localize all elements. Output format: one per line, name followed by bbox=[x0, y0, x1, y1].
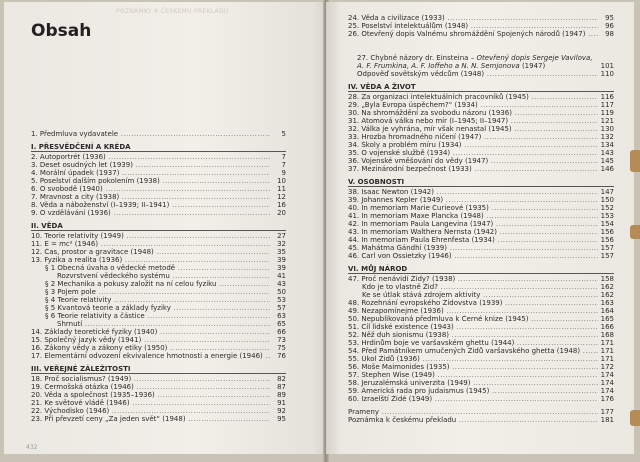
toc-entry-title: 15. Společný jazyk vědy (1941) ..... bbox=[31, 336, 270, 344]
toc-entry-title: 10. Teorie relativity (1949) ..... bbox=[31, 232, 270, 240]
toc-entry-title: § 6 Teorie relativity a částice ..... bbox=[31, 312, 270, 320]
toc-entry bbox=[31, 232, 286, 240]
toc-entry bbox=[31, 256, 286, 264]
toc-entry-page: 153 bbox=[600, 212, 614, 220]
toc-entry-title: 30. Na shromáždění za svobodu názoru (1936) ..... bbox=[348, 109, 598, 117]
toc-entry-title: 27. Chybné názory dr. Einsteina – Otevřený dopis Sergeje Vavilova, A. F. Frumkina, A. F. Ioffeho a N. N. Semjonova (1947) bbox=[357, 54, 593, 70]
toc-entry-page: 91 bbox=[277, 399, 286, 407]
toc-entry-page: 152 bbox=[600, 204, 614, 212]
toc-entry-title: Shrnutí ..... bbox=[31, 320, 270, 328]
toc-entry bbox=[31, 185, 286, 193]
toc-entry-page: 130 bbox=[600, 125, 614, 133]
toc-entry-title: 37. Mezinárodní bezpečnost (1933) ..... bbox=[348, 165, 598, 173]
toc-entry-title: 3. Deset osudných let (1939) ..... bbox=[31, 161, 270, 169]
toc-entry bbox=[31, 399, 286, 407]
toc-entry-page: 7 bbox=[281, 161, 286, 169]
toc-entry-page: 143 bbox=[600, 149, 614, 157]
toc-entry-title: 26. Otevřený dopis Valnému shromáždění Spojených národů (1947) ..... bbox=[348, 30, 598, 38]
toc-entry-page: 98 bbox=[605, 30, 614, 38]
toc-entry-title: Rozvrstvení vědeckého systému ..... bbox=[31, 272, 270, 280]
toc-entry-title: § 3 Pojem pole ..... bbox=[31, 288, 270, 296]
show-through-header: POZNÁMKY K ČESKÉMU PŘEKLADU bbox=[116, 8, 229, 15]
toc-entry-page: 9 bbox=[281, 169, 286, 177]
toc-entry-page: 181 bbox=[600, 416, 614, 424]
toc-entry-title: 12. Čas, prostor a gravitace (1948) ..... bbox=[31, 248, 270, 256]
toc-entry-page: 16 bbox=[277, 201, 286, 209]
toc-entry bbox=[348, 101, 614, 109]
toc-entry-page: 172 bbox=[600, 363, 614, 371]
page-tab-marker bbox=[630, 150, 640, 172]
toc-entry bbox=[348, 228, 614, 236]
toc-entry-title: 8. Věda a náboženství (I–1939; II–1941) ..... bbox=[31, 201, 270, 209]
toc-entry bbox=[348, 196, 614, 204]
toc-entry-page: 154 bbox=[600, 220, 614, 228]
page-tab-marker bbox=[630, 225, 640, 239]
toc-entry bbox=[31, 375, 286, 383]
toc-entry-page: 174 bbox=[600, 387, 614, 395]
toc-left bbox=[31, 130, 286, 423]
toc-entry-page: 10 bbox=[277, 177, 286, 185]
page-number: 432 bbox=[26, 444, 38, 451]
toc-right bbox=[348, 14, 614, 424]
page-tab-marker bbox=[630, 410, 640, 426]
toc-section-heading: IV. VĚDA A ŽIVOT bbox=[348, 82, 614, 92]
toc-entry-page: 174 bbox=[600, 371, 614, 379]
toc-entry-title: 31. Atomová válka nebo mír (I–1945; II–1947) ..... bbox=[348, 117, 598, 125]
toc-entry-title: 35. O vojenské službě (1934) ..... bbox=[348, 149, 598, 157]
toc-entry-title: 1. Předmluva vydavatele ..... bbox=[31, 130, 270, 138]
toc-entry-title: 51. Cíl lidské existence (1943) ..... bbox=[348, 323, 598, 331]
toc-entry-page: 95 bbox=[277, 415, 286, 423]
toc-entry bbox=[348, 70, 614, 78]
toc-entry bbox=[348, 315, 614, 323]
toc-entry bbox=[31, 344, 286, 352]
toc-entry-title: 45. Mahátma Gándhí (1939) ..... bbox=[348, 244, 598, 252]
toc-entry-page: 5 bbox=[281, 130, 286, 138]
toc-entry-page: 53 bbox=[277, 296, 286, 304]
toc-entry-title: 52. Něž duh sionismu (1938) ..... bbox=[348, 331, 598, 339]
toc-entry-title: 17. Elementární odvození ekvivalence hmotnosti a energie (1946) ..... bbox=[31, 352, 270, 360]
toc-entry-title: 23. Při převzetí ceny „Za jeden svět“ (1948) ..... bbox=[31, 415, 270, 423]
toc-entry bbox=[348, 416, 614, 424]
toc-entry-page: 87 bbox=[277, 383, 286, 391]
toc-entry-page: 95 bbox=[605, 14, 614, 22]
toc-entry-page: 41 bbox=[277, 272, 286, 280]
toc-entry-page: 156 bbox=[600, 236, 614, 244]
toc-entry bbox=[348, 165, 614, 173]
toc-entry-title: 13. Fyzika a realita (1936) ..... bbox=[31, 256, 270, 264]
toc-entry bbox=[31, 280, 286, 288]
toc-entry bbox=[31, 130, 286, 138]
toc-entry-title: 48. Rozehnání evropského Židovstva (1939) ..... bbox=[348, 299, 598, 307]
toc-entry-page: 147 bbox=[600, 188, 614, 196]
toc-entry-page: 171 bbox=[600, 339, 614, 347]
toc-entry bbox=[348, 339, 614, 347]
toc-entry bbox=[31, 312, 286, 320]
toc-entry-page: 121 bbox=[600, 117, 614, 125]
toc-entry-title: 56. Moše Maimonides (1935) ..... bbox=[348, 363, 598, 371]
toc-entry-title: 34. Školy a problém míru (1934) ..... bbox=[348, 141, 598, 149]
toc-entry-page: 145 bbox=[600, 157, 614, 165]
toc-section-heading: V. OSOBNOSTI bbox=[348, 177, 614, 187]
toc-entry-title: 33. Hrozba hromadného ničení (1947) ..... bbox=[348, 133, 598, 141]
toc-entry-title: 32. Válka je vyhrána, mír však nenastal (1945) ..... bbox=[348, 125, 598, 133]
toc-entry-title: 60. Izraelští Židé (1949) ..... bbox=[348, 395, 598, 403]
toc-entry-title: 36. Vojenské vměšování do vědy (1947) ..... bbox=[348, 157, 598, 165]
toc-entry bbox=[31, 209, 286, 217]
toc-entry-title: 24. Věda a civilizace (1933) ..... bbox=[348, 14, 598, 22]
toc-entry bbox=[31, 153, 286, 161]
toc-entry-title: 25. Poselství intelektuálům (1948) ..... bbox=[348, 22, 598, 30]
toc-entry-title: 49. Nezapomínejme (1936) ..... bbox=[348, 307, 598, 315]
toc-entry bbox=[348, 157, 614, 165]
toc-entry-page: 150 bbox=[600, 196, 614, 204]
toc-entry bbox=[348, 30, 614, 38]
toc-section-heading: II. VĚDA bbox=[31, 221, 286, 231]
toc-entry-page: 66 bbox=[277, 328, 286, 336]
toc-entry bbox=[348, 125, 614, 133]
toc-entry-title: 40. In memoriam Marie Curieové (1935) ..... bbox=[348, 204, 598, 212]
toc-entry-page: 132 bbox=[600, 133, 614, 141]
toc-entry-title: 43. In memoriam Walthera Nernsta (1942) ..... bbox=[348, 228, 598, 236]
page-title: Obsah bbox=[31, 21, 92, 41]
toc-entry-page: 39 bbox=[277, 256, 286, 264]
toc-entry-page: 63 bbox=[277, 312, 286, 320]
left-page bbox=[4, 2, 326, 454]
toc-entry-page: 110 bbox=[600, 70, 614, 78]
toc-section-heading: III. VEŘEJNÉ ZÁLEŽITOSTI bbox=[31, 364, 286, 374]
toc-entry-title: 9. O vzdělávání (1936) ..... bbox=[31, 209, 270, 217]
toc-entry-page: 96 bbox=[605, 22, 614, 30]
toc-entry-title: Kdo je to vlastně Žid? ..... bbox=[348, 283, 598, 291]
toc-entry-title: 44. In memoriam Paula Ehrenfesta (1934) ..... bbox=[348, 236, 598, 244]
toc-entry bbox=[31, 296, 286, 304]
toc-entry-page: 117 bbox=[600, 101, 614, 109]
toc-entry-page: 50 bbox=[277, 288, 286, 296]
toc-entry-page: 82 bbox=[277, 375, 286, 383]
toc-entry-title: 19. Čermošská otázka (1946) ..... bbox=[31, 383, 270, 391]
toc-entry-title: Prameny ..... bbox=[348, 408, 598, 416]
toc-entry bbox=[31, 391, 286, 399]
toc-entry-title: § 1 Obecná úvaha o vědecké metodě ..... bbox=[31, 264, 270, 272]
toc-entry-title: 14. Základy teoretické fyziky (1940) ..... bbox=[31, 328, 270, 336]
toc-entry bbox=[31, 407, 286, 415]
toc-entry-page: 76 bbox=[277, 352, 286, 360]
toc-entry bbox=[348, 93, 614, 101]
toc-entry bbox=[348, 149, 614, 157]
toc-entry-page: 20 bbox=[277, 209, 286, 217]
toc-entry-page: 35 bbox=[277, 248, 286, 256]
toc-entry-page: 164 bbox=[600, 307, 614, 315]
toc-entry bbox=[348, 363, 614, 371]
toc-entry bbox=[348, 307, 614, 315]
toc-entry-page: 158 bbox=[600, 275, 614, 283]
toc-entry bbox=[348, 331, 614, 339]
toc-entry-title: 39. Johannes Kepler (1949) ..... bbox=[348, 196, 598, 204]
toc-entry-title: 50. Nepublikovaná předmluva k Černé knize (1945) ..... bbox=[348, 315, 598, 323]
toc-entry-page: 65 bbox=[277, 320, 286, 328]
toc-entry bbox=[31, 169, 286, 177]
toc-entry-page: 89 bbox=[277, 391, 286, 399]
toc-entry-title: 38. Isaac Newton (1942) ..... bbox=[348, 188, 598, 196]
toc-entry-title: 46. Carl von Ossietzky (1946) ..... bbox=[348, 252, 598, 260]
toc-entry bbox=[31, 415, 286, 423]
toc-entry-title: Poznámka k českému překladu ..... bbox=[348, 416, 598, 424]
toc-entry bbox=[348, 299, 614, 307]
toc-entry bbox=[348, 141, 614, 149]
toc-entry-title: 18. Proč socialismus? (1949) ..... bbox=[31, 375, 270, 383]
toc-entry-page: 166 bbox=[600, 323, 614, 331]
toc-entry-title: 16. Zákony vědy a zákony etiky (1950) ..... bbox=[31, 344, 270, 352]
toc-entry-title: 5. Poselství dalším pokolením (1938) ..... bbox=[31, 177, 270, 185]
toc-entry-page: 157 bbox=[600, 252, 614, 260]
toc-entry-page: 43 bbox=[277, 280, 286, 288]
toc-entry bbox=[348, 14, 614, 22]
toc-entry bbox=[348, 188, 614, 196]
toc-entry-page: 162 bbox=[600, 291, 614, 299]
toc-entry bbox=[348, 117, 614, 125]
toc-entry-title: § 5 Kvantová teorie a základy fyziky ..... bbox=[31, 304, 270, 312]
toc-entry bbox=[348, 275, 614, 283]
toc-entry bbox=[31, 240, 286, 248]
toc-entry-page: 27 bbox=[277, 232, 286, 240]
toc-entry bbox=[31, 272, 286, 280]
toc-entry bbox=[348, 387, 614, 395]
toc-entry-title: 6. O svobodě (1940) ..... bbox=[31, 185, 270, 193]
toc-entry-page: 171 bbox=[600, 347, 614, 355]
toc-entry-page: 101 bbox=[600, 62, 614, 70]
toc-entry-title: 28. Za organizaci intelektuálních pracovníků (1945) ..... bbox=[348, 93, 598, 101]
right-page bbox=[326, 2, 634, 454]
toc-entry bbox=[348, 395, 614, 403]
toc-entry-page: 11 bbox=[277, 185, 286, 193]
toc-entry-page: 146 bbox=[600, 165, 614, 173]
toc-entry-page: 116 bbox=[600, 93, 614, 101]
toc-entry-title: 29. „Byla Evropa úspěchem?“ (1934) ..... bbox=[348, 101, 598, 109]
toc-entry-title: 47. Proč nenávidí Židy? (1938) ..... bbox=[348, 275, 598, 283]
toc-entry-page: 134 bbox=[600, 141, 614, 149]
toc-entry-page: 171 bbox=[600, 355, 614, 363]
toc-entry-page: 12 bbox=[277, 193, 286, 201]
toc-entry-page: 92 bbox=[277, 407, 286, 415]
toc-entry-title: 2. Autoportrét (1936) ..... bbox=[31, 153, 270, 161]
toc-entry-title: 59. Americká rada pro judaismus (1945) ..... bbox=[348, 387, 598, 395]
toc-entry-title: § 2 Mechanika a pokusy založit na ní celou fyziku ..... bbox=[31, 280, 270, 288]
toc-entry-page: 39 bbox=[277, 264, 286, 272]
toc-entry bbox=[348, 371, 614, 379]
toc-entry bbox=[348, 204, 614, 212]
toc-entry-page: 57 bbox=[277, 304, 286, 312]
toc-entry bbox=[348, 379, 614, 387]
toc-section-heading: I. PŘESVĚDČENÍ A KRÉDA bbox=[31, 142, 286, 152]
toc-entry-title: 53. Hrdinům boje ve varšavském ghettu (1944) ..... bbox=[348, 339, 598, 347]
toc-entry bbox=[348, 252, 614, 260]
toc-entry bbox=[348, 212, 614, 220]
toc-entry-title: 41. In memoriam Maxe Plancka (1948) ..... bbox=[348, 212, 598, 220]
toc-entry bbox=[348, 291, 614, 299]
toc-entry bbox=[31, 248, 286, 256]
toc-entry bbox=[348, 347, 614, 355]
toc-entry bbox=[348, 323, 614, 331]
toc-entry-title: 21. Ke světové vládě (1946) ..... bbox=[31, 399, 270, 407]
toc-entry-title: 57. Stephen Wise (1949) ..... bbox=[348, 371, 598, 379]
toc-entry-title: 55. Úkol Židů (1936) ..... bbox=[348, 355, 598, 363]
toc-entry bbox=[31, 193, 286, 201]
toc-entry-title: 7. Mravnost a city (1938) ..... bbox=[31, 193, 270, 201]
toc-entry bbox=[31, 177, 286, 185]
toc-entry-page: 176 bbox=[600, 395, 614, 403]
toc-entry-title: 20. Věda a společnost (1935–1936) ..... bbox=[31, 391, 270, 399]
toc-entry bbox=[348, 236, 614, 244]
toc-entry-title: 22. Východisko (1946) ..... bbox=[31, 407, 270, 415]
toc-entry-page: 75 bbox=[277, 344, 286, 352]
toc-entry-title: § 4 Teorie relativity ..... bbox=[31, 296, 270, 304]
toc-entry-title: 54. Před Památníkem umučených Židů varšavského ghetta (1948) ..... bbox=[348, 347, 598, 355]
toc-entry-title: 42. In memoriam Paula Langevina (1947) ..... bbox=[348, 220, 598, 228]
toc-entry-title: 11. E = mc² (1946) ..... bbox=[31, 240, 270, 248]
toc-entry bbox=[31, 201, 286, 209]
toc-entry bbox=[348, 22, 614, 30]
toc-entry bbox=[348, 408, 614, 416]
toc-entry bbox=[348, 38, 614, 70]
toc-entry bbox=[31, 264, 286, 272]
toc-entry-page: 168 bbox=[600, 331, 614, 339]
toc-entry bbox=[31, 352, 286, 360]
toc-entry-page: 73 bbox=[277, 336, 286, 344]
toc-entry bbox=[31, 320, 286, 328]
toc-entry-page: 163 bbox=[600, 299, 614, 307]
toc-entry bbox=[348, 355, 614, 363]
toc-entry-page: 157 bbox=[600, 244, 614, 252]
toc-entry-page: 174 bbox=[600, 379, 614, 387]
toc-entry bbox=[31, 328, 286, 336]
toc-entry-page: 119 bbox=[600, 109, 614, 117]
toc-entry-page: 32 bbox=[277, 240, 286, 248]
toc-entry bbox=[31, 383, 286, 391]
toc-entry-page: 156 bbox=[600, 228, 614, 236]
toc-entry-page: 165 bbox=[600, 315, 614, 323]
toc-entry bbox=[348, 109, 614, 117]
toc-entry bbox=[348, 244, 614, 252]
toc-entry-title: 58. Jeruzalémská univerzita (1949) ..... bbox=[348, 379, 598, 387]
toc-entry-title: 4. Morální úpadek (1937) ..... bbox=[31, 169, 270, 177]
toc-entry bbox=[31, 288, 286, 296]
toc-entry bbox=[348, 220, 614, 228]
toc-entry-title: Ke se útlak stává zdrojem aktivity ..... bbox=[348, 291, 598, 299]
toc-entry-title: Odpověď sovětským vědcům (1948) ..... bbox=[348, 70, 598, 78]
toc-entry bbox=[348, 283, 614, 291]
toc-entry-page: 7 bbox=[281, 153, 286, 161]
toc-entry bbox=[31, 304, 286, 312]
toc-entry-page: 162 bbox=[600, 283, 614, 291]
toc-entry bbox=[348, 133, 614, 141]
toc-entry-page: 177 bbox=[600, 408, 614, 416]
toc-section-heading: VI. MŮJ NÁROD bbox=[348, 264, 614, 274]
toc-entry bbox=[31, 336, 286, 344]
toc-entry bbox=[31, 161, 286, 169]
